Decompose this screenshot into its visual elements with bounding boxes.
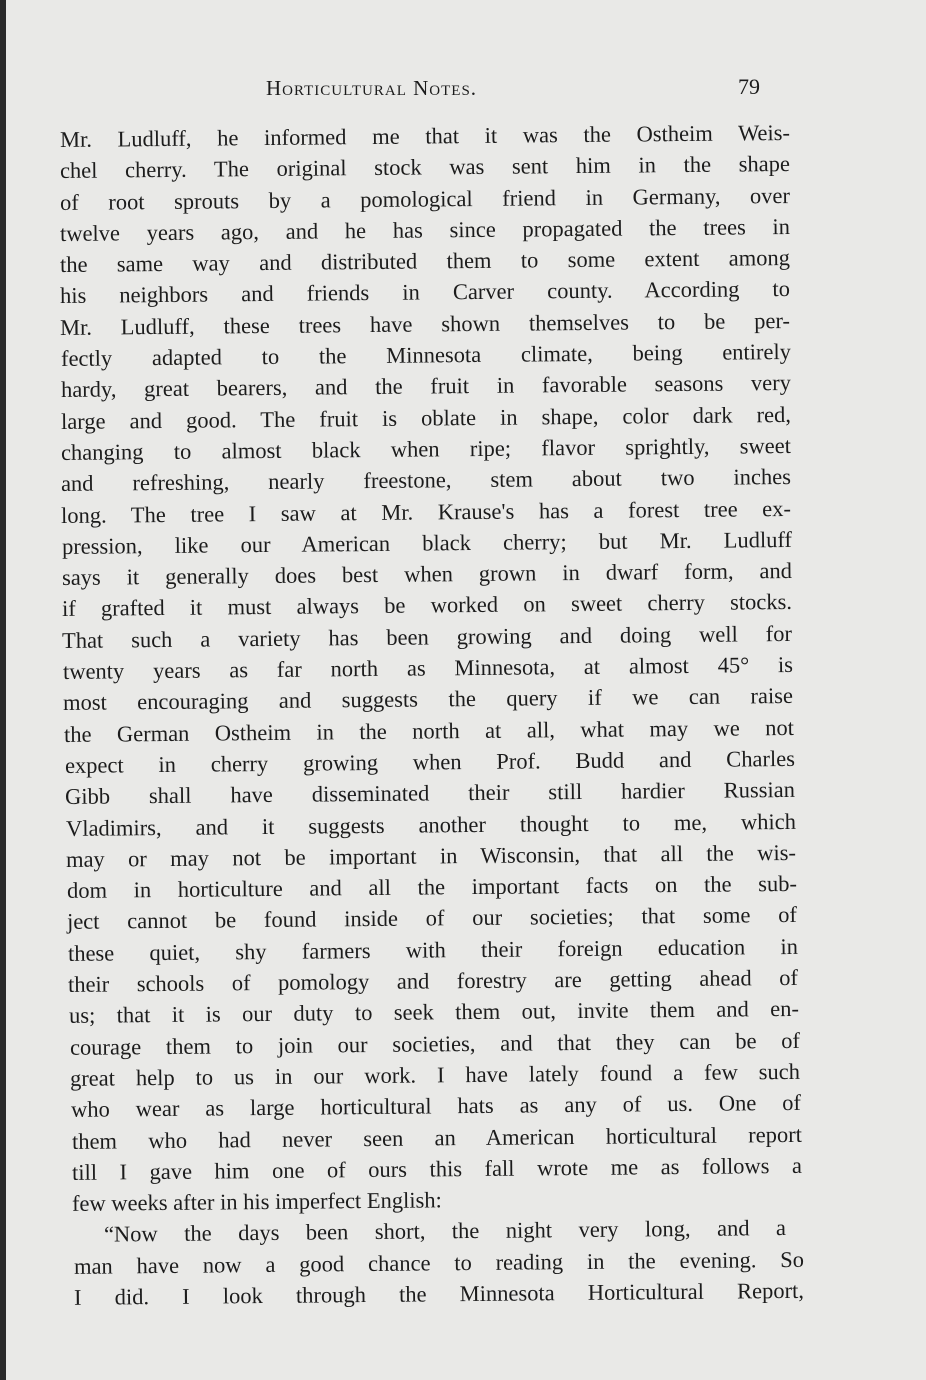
text-line: ject cannot be found inside of our societies; that some of	[66, 902, 798, 935]
text-line: dom in horticulture and all the important facts on the sub-	[66, 871, 798, 904]
text-line: “Now the days been short, the night very long, and a	[103, 1215, 787, 1247]
text-line: great help to us in our work. I have lately found a few such	[69, 1058, 801, 1091]
text-line: till I gave him one of ours this fall wrote me as follows a	[71, 1152, 803, 1185]
text-line: courage them to join our societies, and that they can be of	[69, 1027, 801, 1060]
text-line: expect in cherry growing when Prof. Budd and Charles	[64, 745, 796, 778]
text-line: I did. I look through the Minnesota Horticultural Report,	[73, 1277, 805, 1310]
text-line: them who had never seen an American horticultural report	[71, 1121, 803, 1154]
text-line: the same way and distributed them to some extent among	[59, 245, 791, 278]
text-line: Mr. Ludluff, these trees have shown themselves to be per-	[59, 307, 791, 340]
text-line: us; that it is our duty to seek them out, invite them and en-	[68, 996, 800, 1029]
text-line: twelve years ago, and he has since propagated the trees in	[59, 213, 791, 246]
text-line: That such a variety has been growing and doing well for	[61, 620, 793, 653]
text-line: their schools of pomology and forestry are getting ahead of	[67, 964, 799, 997]
page-binding-edge	[0, 0, 6, 1380]
text-line: Gibb shall have disseminated their still hardier Russian	[64, 777, 796, 810]
text-line: his neighbors and friends in Carver county. According to	[59, 276, 791, 309]
text-line: of root sprouts by a pomological friend in Germany, over	[59, 182, 791, 215]
text-line: most encouraging and suggests the query if we can raise	[62, 683, 794, 716]
text-line: fectly adapted to the Minnesota climate, being entirely	[60, 339, 792, 372]
text-line: these quiet, shy farmers with their foreign education in	[67, 933, 799, 966]
text-line: man have now a good chance to reading in the evening. So	[73, 1246, 805, 1279]
text-line: and refreshing, nearly freestone, stem about two inches	[60, 464, 792, 497]
text-line: chel cherry. The original stock was sent him in the shape	[59, 151, 791, 184]
text-line: changing to almost black when ripe; flavor sprightly, sweet	[60, 432, 792, 465]
text-line: pression, like our American black cherry; but Mr. Ludluff	[61, 526, 793, 559]
body-text	[59, 119, 805, 1313]
text-line: may or may not be important in Wisconsin, that all the wis-	[65, 839, 797, 872]
text-line: who wear as large horticultural hats as any of us. One of	[70, 1090, 802, 1123]
text-line: long. The tree I saw at Mr. Krause's has a forest tree ex-	[60, 495, 792, 528]
text-line: hardy, great bearers, and the fruit in favorable seasons very	[60, 370, 792, 403]
running-title: Horticultural Notes.	[266, 76, 478, 100]
text-line: few weeks after in his imperfect English:	[71, 1187, 442, 1216]
text-line: the German Ostheim in the north at all, what may we not	[63, 714, 795, 747]
text-line: Vladimirs, and it suggests another thought to me, which	[65, 808, 797, 841]
text-line: if grafted it must always be worked on sweet cherry stocks.	[61, 589, 793, 622]
text-line: says it generally does best when grown in dwarf form, and	[61, 558, 793, 591]
text-line: twenty years as far north as Minnesota, at almost 45° is	[62, 652, 794, 685]
text-line: Mr. Ludluff, he informed me that it was the Ostheim Weis-	[59, 119, 791, 152]
text-line: large and good. The fruit is oblate in shape, color dark red,	[60, 401, 792, 434]
page-header	[0, 72, 926, 108]
page-number: 79	[738, 74, 760, 99]
